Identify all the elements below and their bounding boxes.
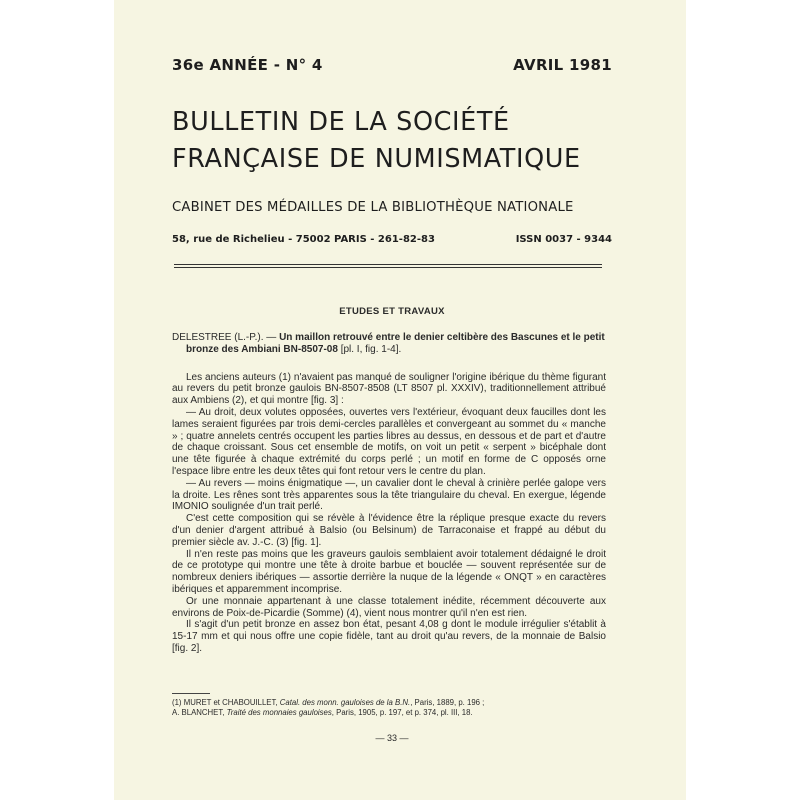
footnote-1 [172, 698, 612, 708]
footnote-2 [172, 708, 612, 718]
footnotes [172, 693, 612, 718]
issue-header [172, 56, 612, 74]
paragraph: — Au droit, deux volutes opposées, ouvertes vers l'extérieur, évoquant deux faucilles dont les lames seraient figurées par trois demi-cercles parallèles et convergeant au sommet du « manche » ; quatre annelets centrés occupent les parties libres au dessus, en dessous et de part et d'autre de chaque croissant. Sous cet ensemble de motifs, on voit un petit « serpent » bicéphale dont une tête figurée à chaque extrémité du corps perlé ; un motif en forme de C opposés orne l'espace libre entre les deux têtes qui font retour vers le centre du plan. [172, 406, 606, 477]
paragraph: Il n'en reste pas moins que les graveurs gaulois semblaient avoir totalement dédaigné le droit de ce prototype qui montre une tête à droite barbue et bouclée — souvent représentée sur de nombreux deniers ibériques — assortie derrière la nuque de la légende « ONQT » en caractères ibériques et apparemment incomprise. [172, 548, 606, 595]
issn: ISSN 0037 - 9344 [515, 234, 612, 245]
journal-title-line1: BULLETIN DE LA SOCIÉTÉ [172, 107, 510, 137]
article-title: Un maillon retrouvé entre le denier celtibère des Bascunes et le petit bronze des Ambiani BN-8507-08 [186, 332, 605, 355]
page-number: — 33 — [375, 733, 409, 743]
issue-date: AVRIL 1981 [513, 56, 612, 74]
footnote-divider [172, 693, 210, 694]
publisher-address [172, 234, 612, 245]
journal-title [172, 104, 632, 178]
header-divider-top [174, 264, 602, 265]
issue-number: 36e ANNÉE - N° 4 [172, 56, 323, 74]
footnote-2-author: A. BLANCHET, [172, 708, 225, 717]
article-body [172, 372, 606, 655]
article-author: DELESTREE (L.-P.). — [172, 332, 277, 343]
article-plate-ref: [pl. I, fig. 1-4]. [340, 343, 402, 355]
header-divider-bottom [174, 267, 602, 268]
footnote-1-work: Catal. des monn. gauloises de la B.N. [279, 698, 411, 707]
journal-subtitle: CABINET DES MÉDAILLES DE LA BIBLIOTHÈQUE NATIONALE [172, 200, 574, 215]
footnote-2-details: , Paris, 1905, p. 197, et p. 374, pl. III, 18. [331, 708, 473, 717]
paragraph: Les anciens auteurs (1) n'avaient pas manqué de souligner l'origine ibérique du thème figurant au revers du petit bronze gaulois BN-8507-8508 (LT 8507 pl. XXXIV), traditionnellement attribué aux Ambiens (2), et qui montre [fig. 3] : [172, 371, 606, 407]
paragraph: Or une monnaie appartenant à une classe totalement inédite, récemment découverte aux environs de Poix-de-Picardie (Somme) (4), vient nous montrer qu'il n'en est rien. [172, 595, 606, 619]
street-address: 58, rue de Richelieu - 75002 PARIS - 261-82-83 [172, 234, 435, 245]
paragraph: C'est cette composition qui se révèle à l'évidence être la réplique presque exacte du revers d'un denier d'argent attribué à Balsio (ou Belsinum) de Tarraconaise et frappé au début du premier siècle av. J.-C. (3) [fig. 1]. [172, 513, 606, 548]
journal-title-line2: FRANÇAISE DE NUMISMATIQUE [172, 144, 581, 174]
paragraph: Il s'agit d'un petit bronze en assez bon état, pesant 4,08 g dont le module irrégulier s'établit à 15-17 mm et qui nous offre une copie fidèle, tant au droit qu'au revers, de la monnaie de Balsio [fig. 2]. [172, 619, 606, 654]
article [172, 332, 606, 655]
paragraph: — Au revers — moins énigmatique —, un cavalier dont le cheval à crinière perlée galope vers la droite. Les rênes sont très apparentes sous la tête triangulaire du cheval. En exergue, légende IMONIO soulignée d'un trait perlé. [172, 477, 606, 513]
journal-page [114, 0, 686, 800]
footnote-1-authors: (1) MURET et CHABOUILLET, [172, 698, 278, 707]
section-heading: ETUDES ET TRAVAUX [339, 306, 445, 317]
article-heading [172, 332, 606, 356]
footnote-2-work: Traité des monnaies gauloises [226, 708, 332, 717]
footnote-1-details: , Paris, 1889, p. 196 ; [410, 698, 485, 707]
